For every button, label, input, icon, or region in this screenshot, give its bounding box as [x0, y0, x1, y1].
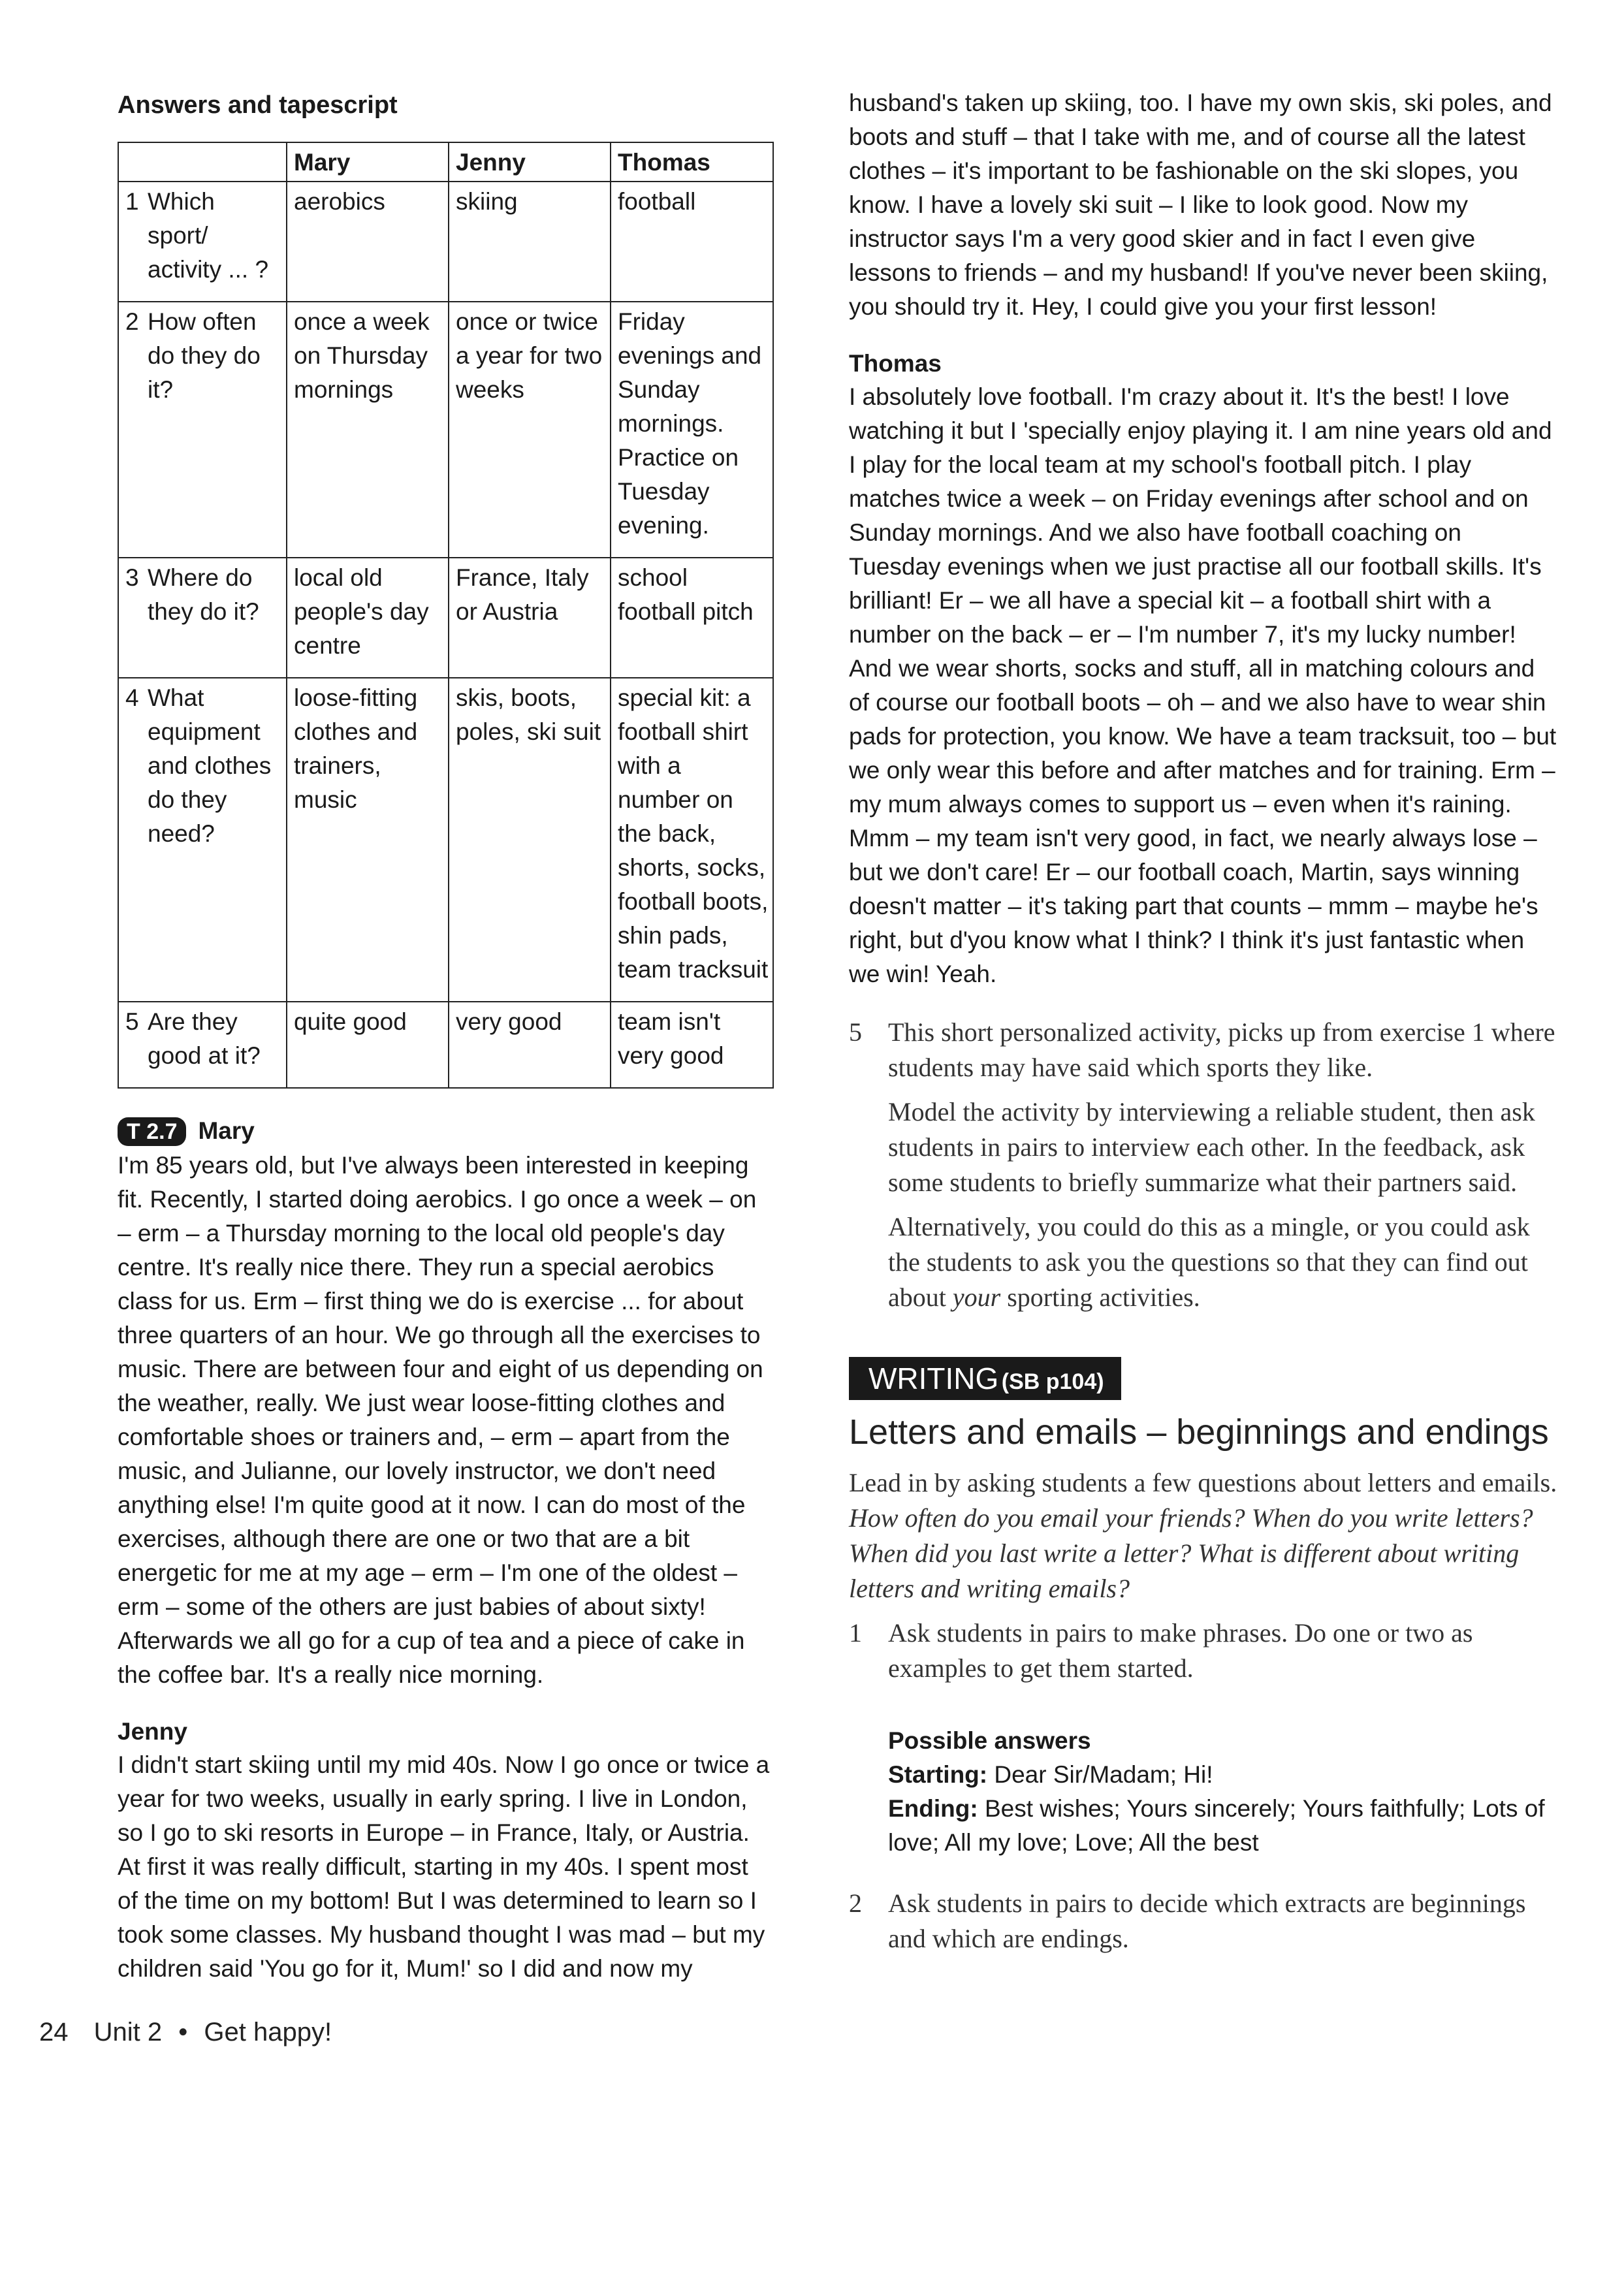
left-column [118, 91, 774, 1986]
table-row [118, 678, 773, 1002]
ending-line: Ending: Best wishes; Yours sincerely; Yours faithfully; Lots of love; All my love; Love; All the best [888, 1795, 1545, 1856]
header-thomas: Thomas [611, 142, 773, 182]
writing-item-1-number: 1 [849, 1618, 862, 1648]
item-5-number: 5 [849, 1017, 862, 1047]
possible-answers-label: Possible answers [888, 1727, 1091, 1754]
table-row [118, 1002, 773, 1088]
mary-cell: local old people's day centre [287, 558, 449, 678]
footer-separator: • [178, 2018, 188, 2047]
unit-title: Get happy! [204, 2018, 332, 2047]
item-5-paragraph-2: Model the activity by interviewing a reliable student, then ask students in pairs to interview each other. In the feedback, ask some students to briefly summarize what their partners said. [888, 1097, 1535, 1197]
table-row [118, 302, 773, 558]
thomas-cell: football [611, 182, 773, 302]
right-column [849, 91, 1557, 1966]
writing-page-ref: (SB p104) [1001, 1369, 1104, 1394]
mary-cell: quite good [287, 1002, 449, 1088]
answers-heading: Answers and tapescript [118, 91, 398, 119]
question-cell [118, 302, 287, 558]
writing-section-bar [849, 1357, 1121, 1400]
jenny-cell: France, Italy or Austria [449, 558, 611, 678]
jenny-cell: once or twice a year for two weeks [449, 302, 611, 558]
page-footer [39, 2018, 332, 2047]
writing-item-2 [849, 1886, 1557, 1966]
writing-item-1 [849, 1616, 1557, 1695]
table-row [118, 558, 773, 678]
question-number: 5 [125, 1008, 139, 1035]
thomas-cell: team isn't very good [611, 1002, 773, 1088]
writing-lead-in: Lead in by asking students a few questions about letters and emails. How often do you email your friends? When do you write letters? When did you last write a letter? What is different about writing letters and writing emails? [849, 1468, 1557, 1603]
item-5 [849, 1015, 1557, 1324]
mary-speaker-line [118, 1117, 774, 1146]
question-cell [118, 182, 287, 302]
writing-item-2-text: Ask students in pairs to decide which extracts are beginnings and which are endings. [888, 1888, 1526, 1953]
question-text: Which sport/ activity ... ? [148, 188, 269, 283]
jenny-tapescript-continued: husband's taken up skiing, too. I have my own skis, ski poles, and boots and stuff – that I take with me, and of course all the latest clothes – it's important to be fashionable on the ski slopes, you know. I have a lovely ski suit – I like to look good. Now my instructor says I'm a very good skier and in fact I even give lessons to friends – and my husband! If you've never been skiing, you should try it. Hey, I could give you your first lesson! [849, 89, 1552, 320]
mary-speaker-name: Mary [198, 1117, 255, 1144]
question-cell [118, 1002, 287, 1088]
question-cell [118, 678, 287, 1002]
question-text: What equipment and clothes do they need? [148, 684, 272, 847]
lead-in-questions: How often do you email your friends? When do you write letters? When did you last write a letter? What is different about writing letters and writing emails? [849, 1503, 1533, 1603]
tapescript-tag: T 2.7 [118, 1117, 186, 1146]
item-5-paragraph-1: This short personalized activity, picks up from exercise 1 where students may have said which sports they like. [888, 1017, 1555, 1082]
mary-cell: aerobics [287, 182, 449, 302]
question-number: 1 [125, 188, 139, 215]
starting-line: Starting: Dear Sir/Madam; Hi! [888, 1761, 1213, 1788]
jenny-tapescript: I didn't start skiing until my mid 40s. Now I go once or twice a year for two weeks, usually in early spring. I live in London, so I go to ski resorts in Europe – in France, Italy, or Austria. At first it was really difficult, starting in my 40s. I spent most of the time on my bottom! But I was determined to learn so I took some classes. My husband thought I was mad – but my children said 'You go for it, Mum!' so I did and now my [118, 1751, 770, 1982]
writing-item-1-text: Ask students in pairs to make phrases. Do one or two as examples to get them started. [888, 1618, 1473, 1683]
thomas-speaker-name: Thomas [849, 350, 942, 377]
thomas-cell: Friday evenings and Sunday mornings. Practice on Tuesday evening. [611, 302, 773, 558]
mary-cell: once a week on Thursday mornings [287, 302, 449, 558]
question-number: 4 [125, 684, 139, 711]
writing-subheading: Letters and emails – beginnings and endings [849, 1412, 1549, 1452]
question-text: How often do they do it? [148, 308, 261, 403]
header-mary: Mary [287, 142, 449, 182]
unit-label: Unit 2 [93, 2018, 163, 2047]
answers-table [118, 142, 774, 1089]
jenny-cell: very good [449, 1002, 611, 1088]
question-number: 3 [125, 564, 139, 591]
question-number: 2 [125, 308, 139, 335]
thomas-cell: school football pitch [611, 558, 773, 678]
emphasis-your: your [952, 1282, 1001, 1312]
jenny-cell: skiing [449, 182, 611, 302]
question-cell [118, 558, 287, 678]
header-blank [118, 142, 287, 182]
jenny-cell: skis, boots, poles, ski suit [449, 678, 611, 1002]
page-number: 24 [39, 2018, 69, 2047]
question-text: Are they good at it? [148, 1008, 261, 1069]
table-header-row [118, 142, 773, 182]
thomas-cell: special kit: a football shirt with a number on the back, shorts, socks, football boots, shin pads, team tracksuit [611, 678, 773, 1002]
writing-title: WRITING [868, 1362, 999, 1395]
header-jenny: Jenny [449, 142, 611, 182]
thomas-tapescript: I absolutely love football. I'm crazy about it. It's the best! I love watching it but I 'specially enjoy playing it. I am nine years old and I play for the local team at my school's football pitch. I play matches twice a week – on Friday evenings after school and on Sunday mornings. And we also have football coaching on Tuesday evenings when we just practise all our football skills. It's brilliant! Er – we all have a special kit – a football shirt with a number on the back – er – I'm number 7, it's my lucky number! And we wear shorts, socks and stuff, all in matching colours and of course our football boots – oh – and we also have to wear shin pads for protection, you know. We have a team tracksuit, too – but we only wear this before and after matches and for training. Erm – my mum always comes to support us – even when it's raining. Mmm – my team isn't very good, in fact, we nearly always lose – but we don't care! Er – our football coach, Martin, says winning doesn't matter – it's taking part that counts – mmm – maybe he's right, but d'you know what I think? I think it's just fantastic when we win! Yeah. [849, 383, 1557, 987]
jenny-speaker-name: Jenny [118, 1718, 187, 1745]
possible-answers [888, 1724, 1557, 1860]
table-row [118, 182, 773, 302]
item-5-paragraph-3: Alternatively, you could do this as a mingle, or you could ask the students to ask you the questions so that they can find out about your sporting activities. [888, 1212, 1530, 1312]
mary-tapescript: I'm 85 years old, but I've always been interested in keeping fit. Recently, I started doing aerobics. I go once a week – on – erm – a Thursday morning to the local old people's day centre. It's really nice there. They run a special aerobics class for us. Erm – first thing we do is exercise ... for about three quarters of an hour. We go through all the exercises to music. There are between four and eight of us depending on the weather, really. We just wear loose-fitting clothes and comfortable shoes or trainers and, – erm – apart from the music, and Julianne, our lovely instructor, we don't need anything else! I'm quite good at it now. I can do most of the exercises, although there are one or two that are a bit energetic for me at my age – erm – I'm one of the oldest – erm – some of the others are just babies of about sixty! Afterwards we all go for a cup of tea and a piece of cake in the coffee bar. It's a really nice morning. [118, 1152, 763, 1688]
writing-item-2-number: 2 [849, 1888, 862, 1918]
question-text: Where do they do it? [148, 564, 259, 625]
mary-cell: loose-fitting clothes and trainers, music [287, 678, 449, 1002]
